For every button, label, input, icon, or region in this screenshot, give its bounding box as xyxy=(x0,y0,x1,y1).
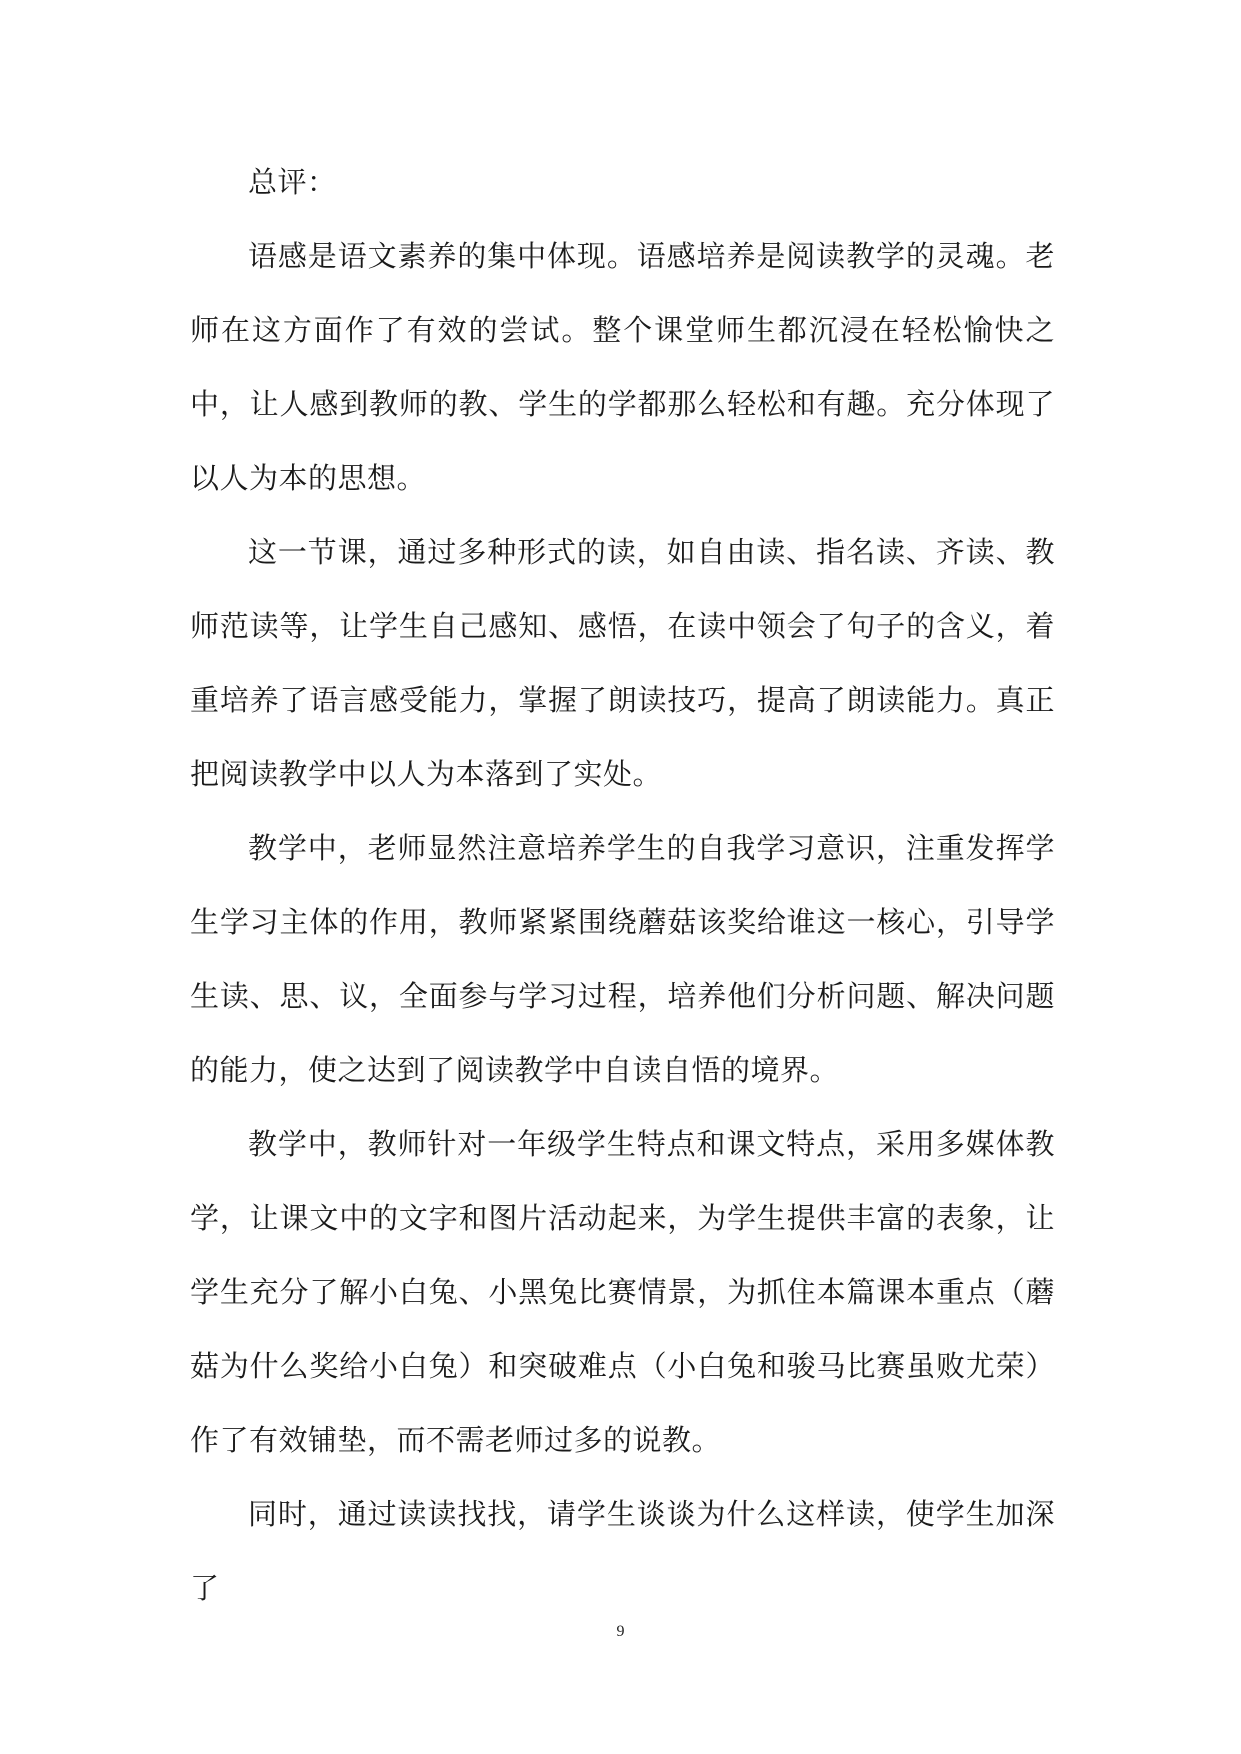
page-number: 9 xyxy=(616,1623,625,1640)
paragraph-continuation: 同时，通过读读找找，请学生谈谈为什么这样读，使学生加深了 xyxy=(190,1497,1055,1605)
paragraph-summary-heading: 总评： xyxy=(248,165,337,199)
document-body xyxy=(190,145,1055,1625)
paragraph-reading-forms: 这一节课，通过多种形式的读，如自由读、指名读、齐读、教师范读等，让学生自己感知、感悟，在读中领会了句子的含义，着重培养了语言感受能力，掌握了朗读技巧，提高了朗读能力。真正把阅读教学中以人为本落到了实处。 xyxy=(190,535,1055,791)
paragraph-self-learning: 教学中，老师显然注意培养学生的自我学习意识，注重发挥学生学习主体的作用，教师紧紧围绕蘑菇该奖给谁这一核心，引导学生读、思、议，全面参与学习过程，培养他们分析问题、解决问题的能力，使之达到了阅读教学中自读自悟的境界。 xyxy=(190,831,1055,1087)
paragraph-language-sense: 语感是语文素养的集中体现。语感培养是阅读教学的灵魂。老师在这方面作了有效的尝试。整个课堂师生都沉浸在轻松愉快之中，让人感到教师的教、学生的学都那么轻松和有趣。充分体现了以人为本的思想。 xyxy=(190,239,1055,495)
paragraph-multimedia: 教学中，教师针对一年级学生特点和课文特点，采用多媒体教学，让课文中的文字和图片活动起来，为学生提供丰富的表象，让学生充分了解小白兔、小黑兔比赛情景，为抓住本篇课本重点（蘑菇为什么奖给小白兔）和突破难点（小白兔和骏马比赛虽败尤荣）作了有效铺垫，而不需老师过多的说教。 xyxy=(190,1127,1055,1457)
